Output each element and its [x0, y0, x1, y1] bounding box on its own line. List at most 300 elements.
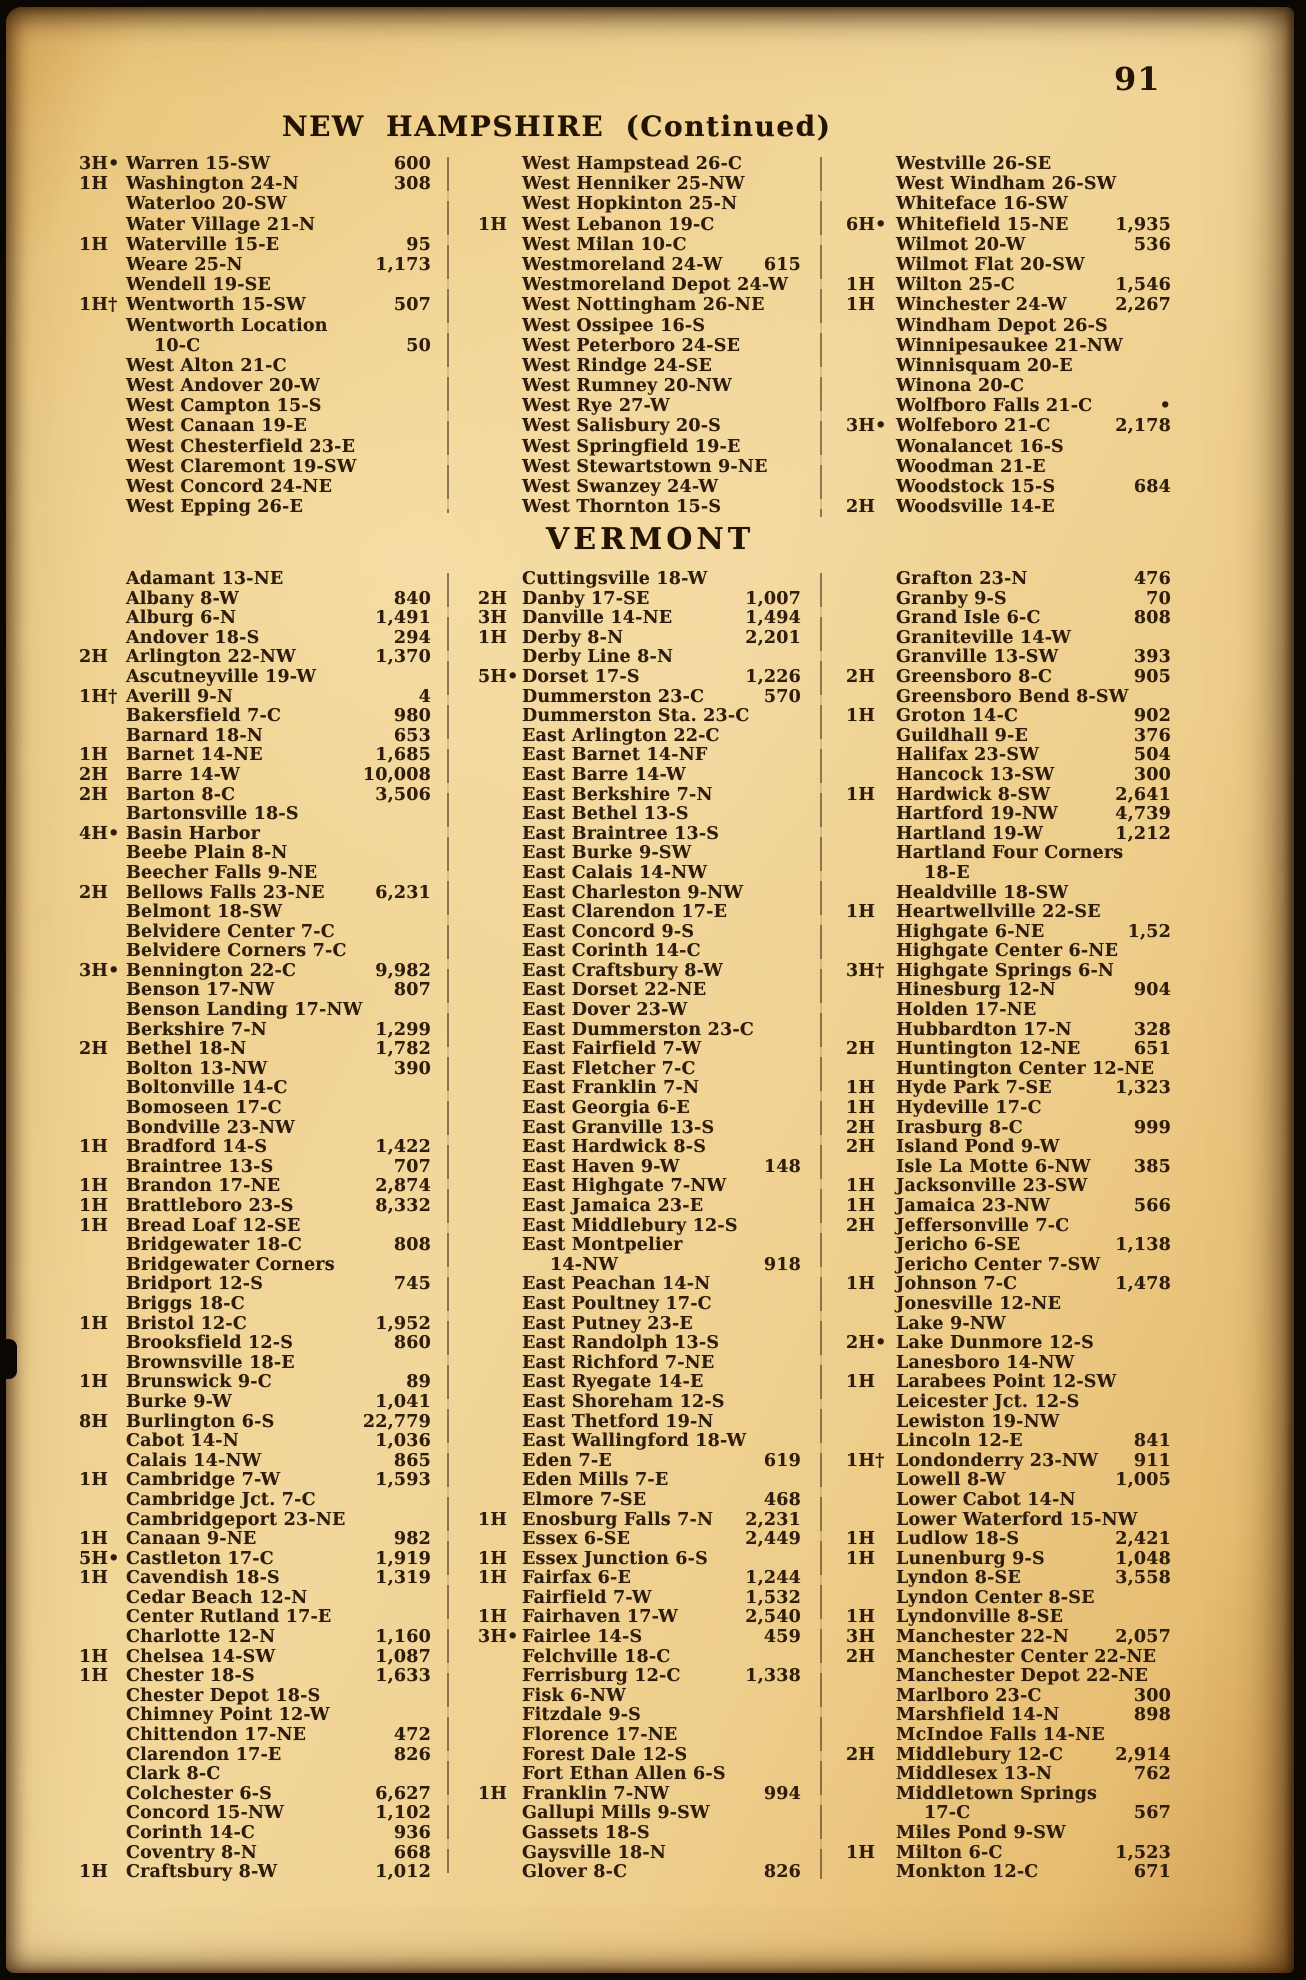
entry-prefix	[79, 1079, 126, 1099]
entry-prefix: 1H	[478, 1509, 508, 1530]
entry-value: 22,779	[362, 1411, 431, 1432]
town-entry	[79, 825, 431, 845]
entry-name: 17-C	[924, 1803, 971, 1824]
entry-prefix	[79, 668, 126, 688]
town-entry	[79, 1001, 431, 1021]
entry-name: East Bethel 13-S	[522, 804, 689, 825]
entry-value: 1,52	[1127, 921, 1171, 942]
entry-name: Brooksfield 12-S	[126, 1333, 294, 1354]
entry-value: 936	[393, 1823, 431, 1843]
entry-value: 918	[763, 1254, 801, 1275]
town-entry	[79, 1432, 431, 1452]
town-entry	[478, 275, 801, 295]
entry-prefix	[79, 1804, 126, 1824]
entry-name: Granville 13-SW	[896, 647, 1059, 668]
town-entry	[478, 786, 801, 806]
entry-name: East Ryegate 14-E	[522, 1372, 704, 1393]
entry-prefix: 1H	[846, 902, 876, 923]
entry-prefix	[478, 786, 522, 806]
town-entry	[846, 1628, 1171, 1648]
entry-name: Hartland Four Corners	[896, 843, 1124, 864]
entry-name: East Dorset 22-NE	[522, 980, 707, 1001]
entry-name: Jeffersonville 7-C	[896, 1215, 1070, 1236]
town-entry	[478, 1804, 801, 1824]
town-entry	[79, 1177, 431, 1197]
town-entry	[478, 942, 801, 962]
town-entry	[79, 1804, 431, 1824]
entry-name: Lower Cabot 14-N	[896, 1489, 1076, 1510]
entry-prefix	[846, 805, 896, 825]
entry-prefix	[478, 1452, 522, 1472]
entry-prefix	[79, 1628, 126, 1648]
entry-name: Lyndonville 8-SE	[896, 1607, 1064, 1628]
entry-name: Wentworth 15-SW	[126, 295, 306, 316]
entry-prefix: 3H	[478, 608, 508, 629]
entry-name: Clark 8-C	[126, 1764, 221, 1785]
entry-value: 89	[406, 1372, 431, 1393]
vt-column-1	[79, 570, 431, 1883]
town-entry	[846, 1373, 1171, 1393]
entry-prefix	[79, 1765, 126, 1785]
town-entry	[79, 1511, 431, 1531]
town-entry	[478, 497, 801, 517]
town-entry	[846, 1177, 1171, 1197]
entry-name: West Epping 26-E	[126, 497, 304, 518]
entry-value: 2,421	[1115, 1529, 1171, 1550]
entry-name: Lake 9-NW	[896, 1313, 1006, 1334]
entry-prefix	[79, 1452, 126, 1472]
entry-name: Miles Pond 9-SW	[896, 1823, 1066, 1843]
entry-name: West Concord 24-NE	[126, 477, 333, 497]
nh-column-2	[478, 154, 801, 517]
entry-value: 911	[1133, 1450, 1171, 1471]
entry-prefix	[79, 1334, 126, 1354]
entry-name: Huntington 12-NE	[896, 1039, 1081, 1060]
entry-name: Brownsville 18-E	[126, 1352, 295, 1373]
town-entry	[478, 688, 801, 708]
entry-name: East Granville 13-S	[522, 1117, 715, 1138]
entry-name: Belvidere Corners 7-C	[126, 941, 347, 962]
entry-prefix	[846, 766, 896, 786]
entry-name: East Craftsbury 8-W	[522, 960, 724, 981]
town-entry	[79, 688, 431, 708]
entry-name: Hydeville 17-C	[896, 1098, 1042, 1119]
entry-value: 507	[393, 295, 431, 316]
entry-value: 1,007	[745, 588, 801, 609]
entry-prefix	[478, 825, 522, 845]
entry-prefix: 2H	[846, 1646, 876, 1667]
entry-value: 1,685	[375, 745, 431, 766]
entry-name: Wolfeboro 21-C	[896, 416, 1051, 437]
entry-name: Dorset 17-S	[522, 666, 640, 687]
page-paper	[6, 7, 1294, 1973]
entry-name: East Randolph 13-S	[522, 1333, 720, 1354]
entry-name: Highgate Springs 6-N	[896, 960, 1115, 981]
entry-name: Coventry 8-N	[126, 1842, 258, 1863]
town-entry	[478, 746, 801, 766]
town-entry	[79, 1295, 431, 1315]
town-entry	[79, 235, 431, 255]
entry-prefix: 2H	[846, 1744, 876, 1765]
entry-name: Halifax 23-SW	[896, 745, 1040, 766]
town-entry	[478, 1589, 801, 1609]
town-entry	[846, 1236, 1171, 1256]
entry-name: Alburg 6-N	[126, 608, 237, 629]
entry-prefix: 1H	[846, 275, 876, 296]
entry-prefix	[79, 903, 126, 923]
entry-name: Belmont 18-SW	[126, 902, 283, 923]
entry-value: 808	[393, 1235, 431, 1256]
entry-name: Charlotte 12-N	[126, 1627, 276, 1648]
entry-name: Chimney Point 12-W	[126, 1705, 330, 1726]
entry-prefix	[79, 1060, 126, 1080]
entry-name: West Ossipee 16-S	[522, 315, 706, 336]
entry-prefix	[478, 1177, 522, 1197]
entry-value: 982	[393, 1529, 431, 1550]
entry-prefix	[478, 1413, 522, 1433]
entry-prefix	[478, 356, 522, 376]
entry-prefix	[79, 1393, 126, 1413]
town-entry	[478, 396, 801, 416]
entry-prefix	[846, 437, 896, 457]
entry-prefix: 2H	[478, 588, 508, 609]
town-entry	[79, 477, 431, 497]
entry-prefix	[79, 255, 126, 275]
town-entry	[79, 746, 431, 766]
entry-value: 1,633	[375, 1666, 431, 1687]
entry-value: 4,739	[1115, 804, 1171, 825]
entry-name: Wentworth Location	[126, 315, 328, 336]
entry-name: West Peterboro 24-SE	[522, 335, 741, 356]
entry-name: West Canaan 19-E	[126, 416, 308, 437]
entry-name: East Concord 9-S	[522, 921, 695, 942]
entry-prefix	[79, 1824, 126, 1844]
entry-value: 536	[1133, 234, 1171, 255]
entry-name: 10-C	[154, 335, 201, 356]
entry-name: Fisk 6-NW	[522, 1685, 627, 1706]
entry-value: 1,012	[375, 1862, 431, 1883]
entry-name: East Shoreham 12-S	[522, 1391, 725, 1412]
entry-prefix	[79, 727, 126, 747]
entry-name: Dummerston Sta. 23-C	[522, 706, 750, 727]
entry-prefix	[846, 825, 896, 845]
entry-prefix	[79, 477, 126, 497]
entry-name: West Andover 20-W	[126, 376, 320, 397]
entry-name: East Wallingford 18-W	[522, 1431, 747, 1452]
entry-name: Ferrisburg 12-C	[522, 1666, 681, 1687]
entry-name: Lyndon 8-SE	[896, 1568, 1021, 1589]
entry-prefix	[478, 1373, 522, 1393]
entry-prefix	[79, 1726, 126, 1746]
entry-name: Bridgewater 18-C	[126, 1235, 302, 1256]
entry-prefix: 3H	[846, 1627, 876, 1648]
entry-value: 826	[763, 1862, 801, 1883]
entry-name: Ludlow 18-S	[896, 1529, 1020, 1550]
entry-prefix: 1H	[79, 1137, 109, 1158]
town-entry	[79, 1393, 431, 1413]
entry-value: 1,935	[1115, 214, 1171, 235]
entry-value: 840	[393, 588, 431, 609]
entry-name: Fort Ethan Allen 6-S	[522, 1764, 726, 1785]
town-entry	[846, 609, 1171, 629]
entry-name: Benson Landing 17-NW	[126, 1000, 363, 1021]
entry-prefix	[846, 1471, 896, 1491]
town-entry	[478, 376, 801, 396]
entry-name: Highgate Center 6-NE	[896, 941, 1119, 962]
town-entry	[478, 805, 801, 825]
town-entry	[846, 336, 1171, 356]
town-entry	[79, 1099, 431, 1119]
entry-name: Ascutneyville 19-W	[126, 666, 317, 687]
entry-name: East Burke 9-SW	[522, 843, 692, 864]
town-entry	[478, 923, 801, 943]
entry-value: 300	[1133, 1685, 1171, 1706]
entry-value: 1,041	[375, 1391, 431, 1412]
entry-name: East Richford 7-NE	[522, 1352, 715, 1373]
entry-prefix	[79, 1099, 126, 1119]
entry-prefix	[846, 570, 896, 590]
entry-name: Elmore 7-SE	[522, 1489, 647, 1510]
town-entry	[846, 1687, 1171, 1707]
entry-prefix: 1H†	[79, 686, 118, 707]
entry-prefix	[846, 746, 896, 766]
entry-value: 980	[393, 706, 431, 727]
entry-name: Grafton 23-N	[896, 569, 1028, 589]
entry-name: Chelsea 14-SW	[126, 1646, 276, 1667]
entry-name: Whiteface 16-SW	[896, 194, 1068, 215]
entry-name: Derby Line 8-N	[522, 647, 674, 668]
entry-name: Washington 24-N	[126, 174, 299, 195]
town-entry	[846, 668, 1171, 688]
column-divider	[820, 157, 822, 517]
entry-name: Middlebury 12-C	[896, 1744, 1064, 1765]
town-entry	[478, 727, 801, 747]
entry-name: Barton 8-C	[126, 784, 236, 805]
town-entry	[846, 1491, 1171, 1511]
entry-name: Briggs 18-C	[126, 1293, 245, 1314]
entry-prefix: 3H•	[846, 416, 887, 437]
entry-prefix: 1H	[846, 706, 876, 727]
town-entry	[79, 1628, 431, 1648]
town-entry	[79, 1040, 431, 1060]
town-entry	[478, 1844, 801, 1864]
town-entry	[478, 844, 801, 864]
town-entry	[79, 1236, 431, 1256]
entry-prefix	[846, 376, 896, 396]
town-entry	[79, 1217, 431, 1237]
town-entry	[79, 1119, 431, 1139]
entry-prefix	[478, 1667, 522, 1687]
entry-name: Isle La Motte 6-NW	[896, 1156, 1091, 1177]
town-entry	[478, 648, 801, 668]
town-entry	[846, 1119, 1171, 1139]
entry-name: Essex Junction 6-S	[522, 1548, 708, 1569]
entry-name: Holden 17-NE	[896, 1000, 1037, 1021]
entry-name: West Chesterfield 23-E	[126, 436, 356, 457]
town-entry	[478, 1060, 801, 1080]
town-entry	[478, 1648, 801, 1668]
entry-prefix	[846, 1413, 896, 1433]
town-entry	[478, 235, 801, 255]
town-entry	[478, 1138, 801, 1158]
entry-prefix: 1H	[79, 1470, 109, 1491]
entry-prefix	[79, 805, 126, 825]
entry-prefix	[79, 1119, 126, 1139]
town-entry	[846, 1099, 1171, 1119]
town-entry	[478, 437, 801, 457]
entry-prefix	[846, 1256, 896, 1276]
entry-value: 745	[393, 1274, 431, 1295]
entry-prefix	[846, 1236, 896, 1256]
entry-prefix	[846, 1569, 896, 1589]
entry-value: 1,005	[1115, 1470, 1171, 1491]
town-entry	[478, 1295, 801, 1315]
town-entry	[846, 590, 1171, 610]
town-entry	[478, 1217, 801, 1237]
entry-prefix: 5H•	[79, 1548, 120, 1569]
town-entry	[79, 1589, 431, 1609]
entry-prefix: 1H	[79, 1372, 109, 1393]
entry-prefix: 1H	[846, 295, 876, 316]
entry-name: Larabees Point 12-SW	[896, 1372, 1117, 1393]
entry-name: Arlington 22-NW	[126, 647, 296, 668]
entry-value: 390	[393, 1058, 431, 1079]
entry-prefix	[478, 942, 522, 962]
entry-value: 1,160	[375, 1627, 431, 1648]
town-entry	[846, 825, 1171, 845]
entry-prefix	[478, 376, 522, 396]
town-entry	[478, 457, 801, 477]
town-entry	[846, 235, 1171, 255]
entry-name: Braintree 13-S	[126, 1156, 274, 1177]
entry-prefix	[79, 1295, 126, 1315]
entry-name: Cambridgeport 23-NE	[126, 1509, 346, 1530]
entry-value: 841	[1133, 1431, 1171, 1452]
entry-value: 707	[393, 1156, 431, 1177]
entry-value: 808	[1133, 608, 1171, 629]
town-entry	[79, 1452, 431, 1472]
town-entry	[79, 295, 431, 315]
town-entry	[846, 376, 1171, 396]
town-entry	[79, 1569, 431, 1589]
town-entry	[478, 1452, 801, 1472]
town-entry	[846, 1158, 1171, 1178]
entry-prefix	[478, 1256, 522, 1276]
town-entry	[478, 1687, 801, 1707]
entry-name: Hardwick 8-SW	[896, 784, 1051, 805]
entry-prefix: 1H	[846, 1274, 876, 1295]
entry-value: 600	[393, 154, 431, 174]
entry-name: Canaan 9-NE	[126, 1529, 257, 1550]
entry-prefix: 5H•	[478, 666, 519, 687]
entry-name: East Middlebury 12-S	[522, 1215, 738, 1236]
town-entry	[79, 1334, 431, 1354]
town-entry	[846, 1217, 1171, 1237]
town-entry	[478, 1608, 801, 1628]
entry-prefix: 3H•	[478, 1627, 519, 1648]
entry-name: Lunenburg 9-S	[896, 1548, 1045, 1569]
entry-name: West Lebanon 19-C	[522, 214, 715, 235]
entry-value: 1,226	[745, 666, 801, 687]
town-entry	[846, 497, 1171, 517]
entry-prefix	[79, 609, 126, 629]
town-entry	[79, 942, 431, 962]
entry-prefix	[478, 295, 522, 315]
entry-name: Leicester Jct. 12-S	[896, 1391, 1080, 1412]
entry-name: West Hopkinton 25-N	[522, 194, 738, 215]
entry-prefix	[79, 1275, 126, 1295]
town-entry	[79, 376, 431, 396]
entry-name: East Clarendon 17-E	[522, 902, 728, 923]
entry-value: 1,319	[375, 1568, 431, 1589]
entry-prefix	[846, 590, 896, 610]
entry-prefix: 1H	[79, 1176, 109, 1197]
entry-prefix	[846, 648, 896, 668]
entry-prefix	[478, 1432, 522, 1452]
entry-prefix	[846, 1863, 896, 1883]
entry-name: Jamaica 23-NW	[896, 1196, 1051, 1216]
entry-prefix	[478, 1589, 522, 1609]
town-entry	[478, 1765, 801, 1785]
town-entry	[846, 1471, 1171, 1491]
entry-name: Windham Depot 26-S	[896, 315, 1108, 336]
entry-prefix	[478, 1726, 522, 1746]
town-entry	[846, 570, 1171, 590]
entry-prefix	[846, 1667, 896, 1687]
entry-prefix: 1H	[478, 214, 508, 235]
entry-prefix: 2H	[846, 1215, 876, 1236]
entry-name: Lewiston 19-NW	[896, 1411, 1060, 1432]
entry-name: Winona 20-C	[896, 376, 1025, 397]
town-entry	[79, 275, 431, 295]
entry-prefix: 1H	[846, 1176, 876, 1197]
page-number: 91	[1114, 60, 1161, 98]
entry-prefix	[846, 1021, 896, 1041]
entry-prefix	[846, 477, 896, 497]
entry-name: West Swanzey 24-W	[522, 477, 719, 497]
entry-value: 1,478	[1115, 1274, 1171, 1295]
entry-name: Bethel 18-N	[126, 1039, 247, 1060]
entry-name: East Dummerston 23-C	[522, 1019, 754, 1040]
entry-name: Marlboro 23-C	[896, 1685, 1042, 1706]
town-entry	[846, 1275, 1171, 1295]
section-title-vermont: VERMONT	[546, 522, 755, 557]
town-entry	[79, 416, 431, 436]
entry-name: Chittendon 17-NE	[126, 1725, 307, 1746]
town-entry	[478, 1373, 801, 1393]
entry-prefix	[478, 805, 522, 825]
entry-value: 619	[763, 1450, 801, 1471]
town-entry	[846, 1706, 1171, 1726]
entry-prefix	[79, 457, 126, 477]
entry-prefix	[79, 1785, 126, 1805]
entry-prefix	[478, 416, 522, 436]
entry-name: Forest Dale 12-S	[522, 1744, 688, 1765]
town-entry	[846, 1001, 1171, 1021]
town-entry	[846, 1295, 1171, 1315]
entry-prefix	[79, 707, 126, 727]
entry-name: West Stewartstown 9-NE	[522, 456, 768, 477]
entry-name: West Windham 26-SW	[896, 174, 1117, 195]
town-entry	[79, 255, 431, 275]
entry-name: Wilmot Flat 20-SW	[896, 254, 1085, 275]
entry-value: 476	[1133, 569, 1171, 589]
entry-prefix	[846, 1824, 896, 1844]
entry-prefix	[79, 1021, 126, 1041]
town-entry	[846, 1393, 1171, 1413]
town-entry	[478, 255, 801, 275]
entry-prefix	[79, 942, 126, 962]
